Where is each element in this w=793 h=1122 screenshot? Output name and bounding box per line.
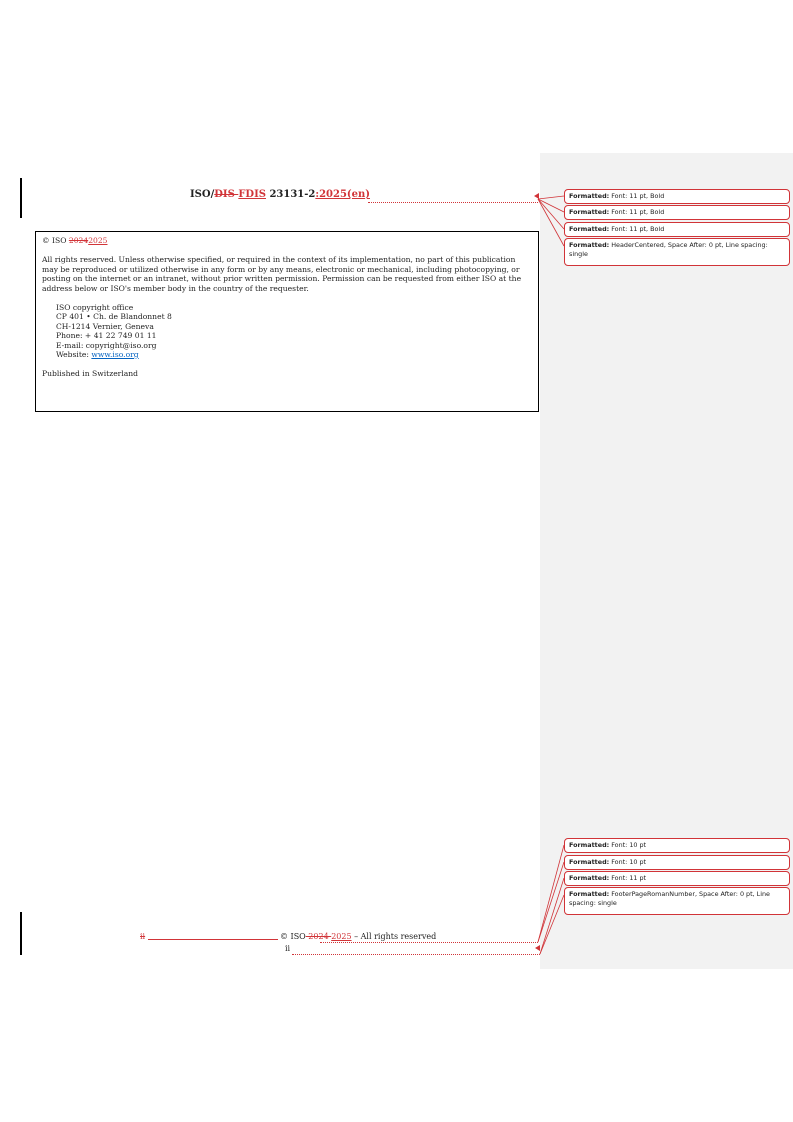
published-line: Published in Switzerland (42, 369, 139, 379)
balloon-label: Formatted: (569, 192, 610, 200)
header-inserted-fdis[interactable]: FDIS (238, 189, 266, 200)
balloon-text: HeaderCentered, Space After: 0 pt, Line spacing: single (569, 241, 768, 258)
balloon-label: Formatted: (569, 208, 610, 216)
footer-deletion-line (148, 939, 278, 940)
copyright-symbol: © ISO (42, 236, 69, 245)
balloon-text: Font: 11 pt (609, 874, 647, 882)
format-balloon-header-1[interactable] (564, 189, 790, 204)
rights-paragraph: All rights reserved. Unless otherwise specified, or required in the context of its implementation, no part of this publication may be reproduced or utilized otherwise in any form or by any means, electronic or mechanical, including photocopying, or posting on the internet or an intranet, without prior written permission. Permission can be requested from either ISO at the address below or ISO's member body in the country of the requester. (42, 255, 522, 293)
address-line-1: ISO copyright office (56, 303, 134, 313)
format-balloon-header-3[interactable] (564, 222, 790, 237)
format-balloon-footer-4[interactable] (564, 887, 790, 915)
balloon-label: Formatted: (569, 225, 610, 233)
copyright-year-inserted[interactable]: 2025 (88, 236, 108, 245)
footer-revision-leader-2 (292, 954, 540, 955)
address-website (42, 350, 532, 359)
header-deleted-dis[interactable]: DIS (214, 189, 239, 200)
footer-revision-arrow-icon (535, 945, 540, 951)
header-inserted-year[interactable]: :2025(en) (315, 189, 370, 200)
footer-year-inserted[interactable]: 2025 (331, 932, 352, 941)
footer-page-number: ii (285, 944, 291, 953)
balloon-text: Font: 11 pt, Bold (609, 225, 665, 233)
format-balloon-header-2[interactable] (564, 205, 790, 220)
document-header (0, 189, 540, 200)
format-balloon-footer-2[interactable] (564, 855, 790, 870)
address-email: E-mail: copyright@iso.org (56, 340, 157, 350)
format-balloon-footer-3[interactable] (564, 871, 790, 886)
balloon-text: Font: 10 pt (609, 858, 647, 866)
website-label: Website: (56, 350, 92, 360)
balloon-label: Formatted: (569, 841, 610, 849)
format-balloon-header-4[interactable] (564, 238, 790, 266)
header-revision-leader (368, 202, 538, 203)
footer-deleted-page-number[interactable] (140, 932, 145, 941)
format-balloon-footer-1[interactable] (564, 838, 790, 853)
website-link[interactable]: www.iso.org (91, 350, 139, 360)
footer-copyright-symbol: © ISO (280, 932, 306, 941)
address-line-2: CP 401 • Ch. de Blandonnet 8 (56, 312, 172, 322)
balloon-text: Font: 10 pt (609, 841, 647, 849)
footer-rights-text: – All rights reserved (351, 932, 437, 941)
footer-copyright (280, 932, 436, 941)
change-bar-footer (20, 912, 22, 955)
copyright-notice-box (35, 231, 539, 412)
copyright-year-deleted[interactable]: 2024 (68, 236, 89, 245)
balloon-label: Formatted: (569, 241, 610, 249)
footer-year-deleted[interactable]: 2024 (305, 932, 332, 941)
balloon-label: Formatted: (569, 890, 610, 898)
balloon-text: Font: 11 pt, Bold (609, 192, 665, 200)
header-number: 23131-2 (265, 189, 316, 200)
copyright-year-line (42, 236, 532, 245)
balloon-label: Formatted: (569, 874, 610, 882)
footer-deleted-text: ii (140, 932, 146, 941)
balloon-label: Formatted: (569, 858, 610, 866)
address-phone: Phone: + 41 22 749 01 11 (56, 331, 157, 341)
footer-revision-leader-1 (320, 942, 538, 943)
header-prefix: ISO/ (189, 189, 215, 200)
address-line-3: CH-1214 Vernier, Geneva (56, 321, 154, 331)
balloon-text: Font: 11 pt, Bold (609, 208, 665, 216)
header-revision-arrow-icon (534, 193, 539, 199)
balloon-text: FooterPageRomanNumber, Space After: 0 pt, Line spacing: single (569, 890, 770, 907)
